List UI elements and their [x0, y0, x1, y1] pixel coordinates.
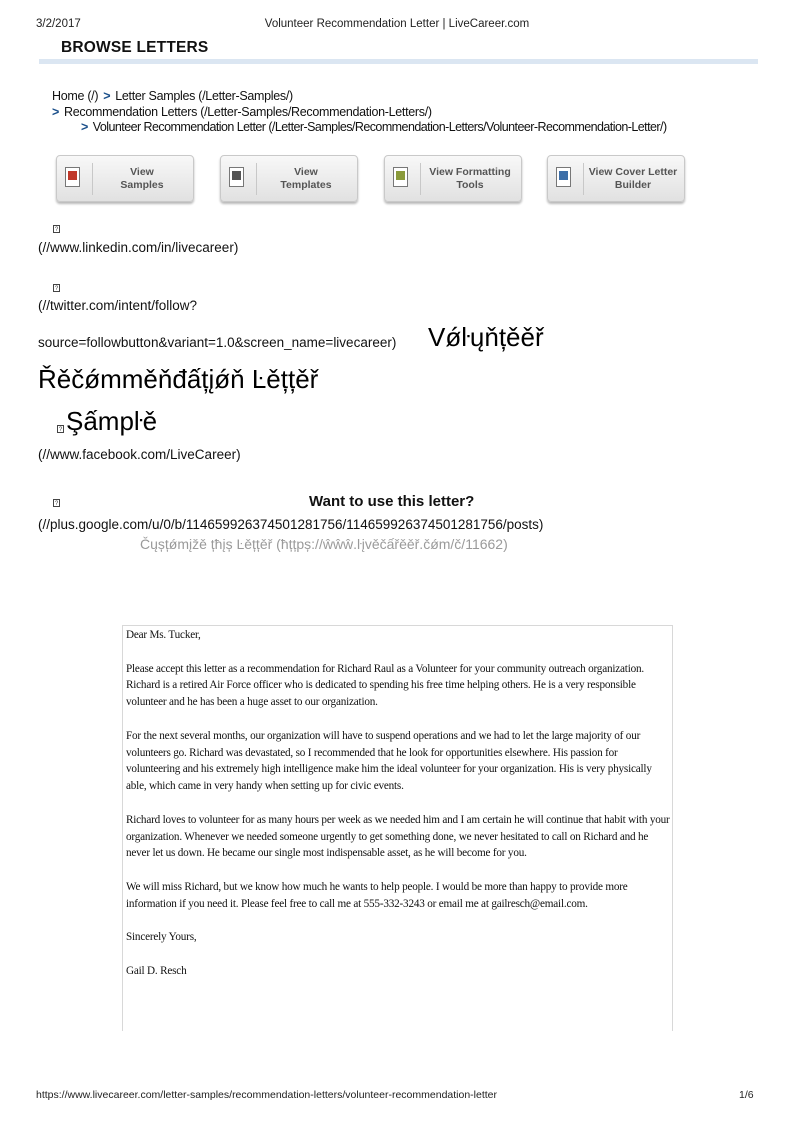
view-samples-button[interactable] [56, 155, 194, 202]
page-title-line-1: Vǿŀųňțěěř [428, 322, 544, 352]
twitter-icon[interactable]: ? [54, 286, 59, 292]
letter-paragraph: Richard loves to volunteer for as many hours per week as we needed him and I am certain he will continue that habit with your organization. Whenever we needed someone urgently to get something done, we never hesitated to call on Richard and he never let us down. He became our single most indispensable asset, as he will become for you. [126, 813, 670, 860]
browse-letters-heading[interactable]: BROWSE LETTERS [61, 39, 209, 56]
view-cover-letter-builder-button[interactable] [547, 155, 685, 202]
page-title-line-2: Řěčǿmměňđấțįǿň Ŀěțțěř [38, 364, 319, 394]
twitter-link-line-1[interactable]: (//twitter.com/intent/follow? [38, 298, 198, 313]
letter-closing: Sincerely Yours, [126, 931, 197, 944]
view-templates-label: View Templates [280, 165, 332, 191]
header-divider [39, 59, 758, 64]
print-date: 3/2/2017 [36, 18, 81, 30]
page-title-line-3: Şấmpŀě [66, 406, 158, 436]
cover-letter-builder-icon [556, 167, 571, 187]
chevron-right-icon: > [103, 89, 111, 103]
print-footer-url: https://www.livecareer.com/letter-samples/recommendation-letters/volunteer-recommendation-letter [36, 1089, 498, 1101]
breadcrumb-row-2 [52, 105, 432, 119]
letter-salutation: Dear Ms. Tucker, [126, 629, 201, 641]
view-cover-letter-builder-label: View Cover Letter Builder [588, 165, 678, 191]
view-samples-label: View Samples [120, 165, 164, 191]
chevron-right-icon: > [52, 105, 59, 119]
facebook-link[interactable]: (//www.facebook.com/LiveCareer) [38, 447, 241, 462]
view-formatting-tools-button[interactable] [384, 155, 522, 202]
google-plus-icon[interactable]: ? [54, 501, 59, 507]
chevron-right-icon: > [81, 120, 88, 134]
twitter-link-line-2[interactable]: source=followbutton&variant=1.0&screen_name=livecareer) [38, 335, 397, 350]
breadcrumb-row-1 [52, 89, 293, 103]
letter-paragraph: We will miss Richard, but we know how much he wants to help people. I would be more than happy to provide more information if you need it. Please feel free to call me at 555-332-3243 or email me at gailresch@email.com. [126, 880, 628, 910]
formatting-tools-icon [393, 167, 408, 187]
print-page-title: Volunteer Recommendation Letter | LiveCareer.com [264, 18, 530, 30]
letter-signature: Gail D. Resch [126, 964, 187, 977]
customize-letter-link[interactable]: Čųșțǿmįžě țħįș Ŀěțțěř (ħțțpș://ŵŵŵ.ŀįvěčấřěěř.čǿm/č/11662) [140, 536, 508, 552]
letter-paragraph: Please accept this letter as a recommendation for Richard Raul as a Volunteer for your community outreach organization. Richard is a retired Air Force officer who is dedicated to spending his free time helping others. He is a very responsible volunteer and he has been a huge asset to our organization. [126, 662, 644, 709]
breadcrumb-letter-samples-link[interactable]: Letter Samples (/Letter-Samples/) [115, 89, 293, 103]
letter-paragraph: For the next several months, our organization will have to suspend operations and we had to let the large majority of our volunteers go. Richard was devastated, so I recommended that he look for opportunities elsewhere. His passion for volunteering and his extremely high intelligence make him the ideal volunteer for your organization. His is very physically able, which came in very handy when setting up for civic events. [126, 729, 652, 793]
samples-icon [65, 167, 80, 187]
google-plus-link[interactable]: (//plus.google.com/u/0/b/114659926374501281756/114659926374501281756/posts) [38, 517, 544, 532]
breadcrumb-current-link[interactable]: Volunteer Recommendation Letter (/Letter-Samples/Recommendation-Letters/Volunteer-Recommendation-Letter/) [92, 120, 667, 134]
facebook-icon[interactable]: ? [58, 427, 63, 433]
linkedin-link[interactable]: (//www.linkedin.com/in/livecareer) [38, 240, 239, 255]
breadcrumb-recommendation-letters-link[interactable]: Recommendation Letters (/Letter-Samples/Recommendation-Letters/) [64, 105, 432, 119]
templates-icon [229, 167, 244, 187]
cta-heading: Want to use this letter? [309, 493, 475, 510]
print-page-number: 1/6 [739, 1089, 754, 1101]
breadcrumb-home-link[interactable]: Home (/) [52, 89, 99, 103]
letter-sample [122, 625, 673, 1031]
linkedin-icon[interactable]: ? [54, 227, 59, 233]
view-formatting-tools-label: View Formatting Tools [429, 165, 511, 191]
view-templates-button[interactable] [220, 155, 358, 202]
breadcrumb-row-3 [81, 120, 667, 134]
